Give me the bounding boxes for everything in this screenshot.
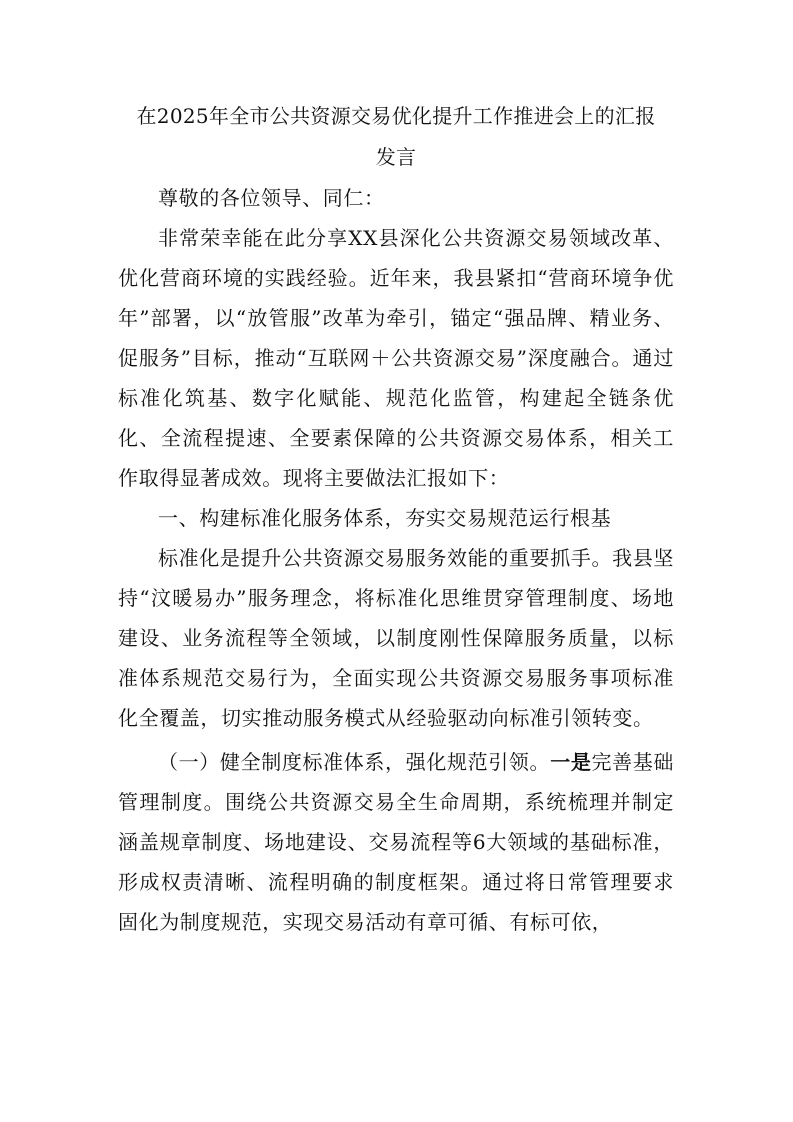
section-1-paragraph: 标准化是提升公共资源交易服务效能的重要抓手。我县坚持“汶暖易办”服务理念，将标准化思维贯穿管理制度、场地建设、业务流程等全领域，以制度刚性保障服务质量，以标准体系规范交易行为，全面实现公共资源交易服务事项标准化全覆盖，切实推动服务模式从经验驱动向标准引领转变。 [118, 546, 674, 730]
subsection-1-text: 完善基础管理制度。围绕公共资源交易全生命周期，系统梳理并制定涵盖规章制度、场地建设、交易流程等6大领域的基础标准，形成权责清晰、流程明确的制度框架。通过将日常管理要求固化为制度规范，实现交易活动有章可循、有标可依， [118, 750, 675, 934]
subsection-1-marker: 一是 [550, 750, 592, 774]
intro-paragraph: 非常荣幸能在此分享XX县深化公共资源交易领域改革、优化营商环境的实践经验。近年来，我县紧扣“营商环境争优年”部署，以“放管服”改革为牵引，锚定“强品牌、精业务、促服务”目标，推动“互联网＋公共资源交易”深度融合。通过标准化筑基、数字化赋能、规范化监管，构建起全链条优化、全流程提速、全要素保障的公共资源交易体系，相关工作取得显著成效。现将主要做法汇报如下： [118, 226, 674, 490]
title-line-1: 在2025年全市公共资源交易优化提升工作推进会上的汇报 [136, 104, 656, 128]
subsection-1-paragraph [118, 742, 674, 942]
title-line-2: 发言 [375, 145, 417, 169]
section-1-heading: 一、构建标准化服务体系，夯实交易规范运行根基 [158, 506, 612, 530]
document-page [118, 96, 674, 942]
document-title [118, 96, 674, 178]
salutation: 尊敬的各位领导、同仁： [158, 186, 385, 210]
subsection-1-lead: （一）健全制度标准体系，强化规范引领。 [158, 750, 551, 774]
